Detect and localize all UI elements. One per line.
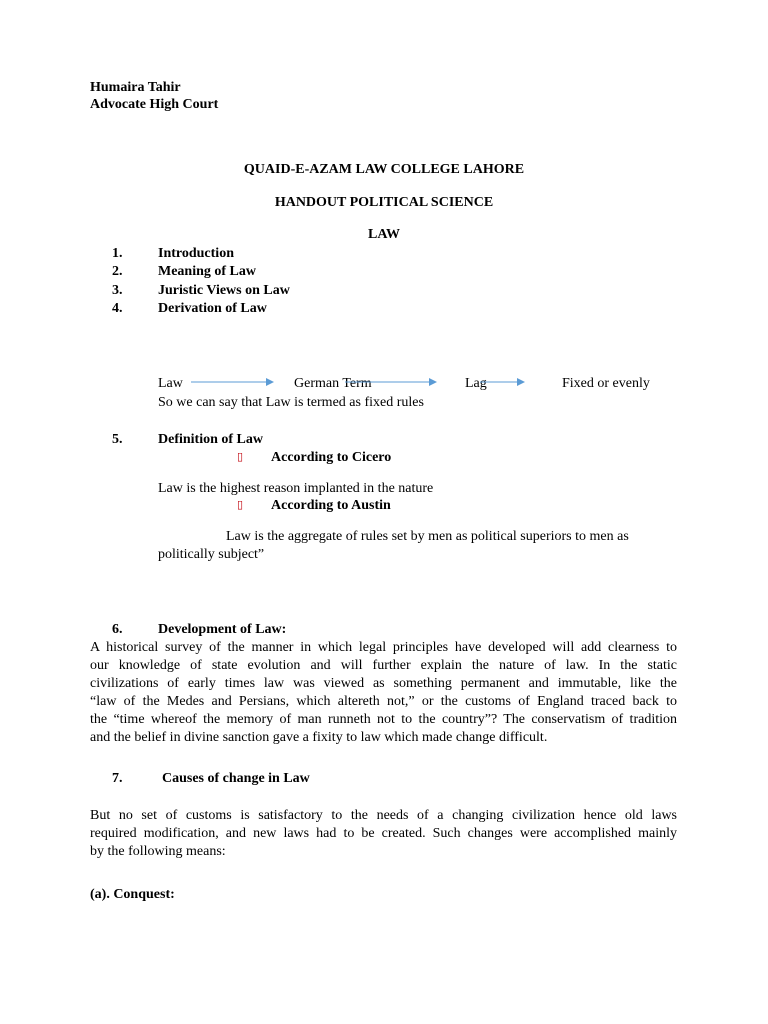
derivation-word-lag: Lag [465, 376, 487, 391]
bullet-icon: ▯ [237, 498, 244, 511]
outline-item: Juristic Views on Law [158, 283, 290, 298]
outline-item: Derivation of Law [158, 301, 267, 316]
development-heading: Development of Law: [158, 622, 287, 637]
outline-num: 4. [112, 301, 123, 316]
conquest-heading: (a). Conquest: [90, 887, 175, 902]
section-num: 7. [112, 771, 123, 786]
paragraph-line: required modification, and new laws had to be created. Such changes were accomplished mainly [90, 826, 677, 841]
topic-heading: LAW [368, 227, 400, 242]
paragraph-line: and the belief in divine sanction gave a fixity to law which made change difficult. [90, 730, 548, 745]
definition-heading: Definition of Law [158, 432, 263, 447]
derivation-summary: So we can say that Law is termed as fixed rules [158, 395, 424, 410]
arrow-icon [480, 378, 525, 386]
college-heading: QUAID-E-AZAM LAW COLLEGE LAHORE [243, 162, 525, 177]
section-num: 6. [112, 622, 123, 637]
handout-heading: HANDOUT POLITICAL SCIENCE [274, 195, 494, 210]
outline-num: 3. [112, 283, 123, 298]
derivation-word-law: Law [158, 376, 183, 391]
paragraph-line: by the following means: [90, 844, 226, 859]
section-num: 5. [112, 432, 123, 447]
paragraph-line: But no set of customs is satisfactory to the needs of a changing civilization hence old laws [90, 808, 677, 823]
paragraph-line: “law of the Medes and Persians, which altereth not,” or the customs of England traced back to [90, 694, 677, 709]
derivation-word-fixed: Fixed or evenly [562, 376, 650, 391]
outline-item: Introduction [158, 246, 234, 261]
arrow-icon [345, 378, 437, 386]
bullet-icon: ▯ [237, 450, 244, 463]
austin-text-line: Law is the aggregate of rules set by men as political superiors to men as [226, 529, 629, 544]
author-title: Advocate High Court [90, 97, 219, 112]
derivation-arrows [0, 0, 768, 400]
causes-heading: Causes of change in Law [162, 771, 310, 786]
cicero-label: According to Cicero [271, 450, 392, 465]
paragraph-line: civilizations of early times law was viewed as something permanent and immutable, like the [90, 676, 677, 691]
paragraph-line: A historical survey of the manner in which legal principles have developed will add clearness to [90, 640, 677, 655]
paragraph-line: the “time whereof the memory of man runneth not to the country”? The conservatism of tradition [90, 712, 677, 727]
austin-label: According to Austin [271, 498, 391, 513]
outline-num: 1. [112, 246, 123, 261]
development-paragraph [90, 639, 677, 747]
paragraph-line: our knowledge of state evolution and will further explain the nature of law. In the static [90, 658, 677, 673]
outline-num: 2. [112, 264, 123, 279]
causes-paragraph [90, 807, 677, 861]
author-name: Humaira Tahir [90, 80, 181, 95]
outline-item: Meaning of Law [158, 264, 256, 279]
austin-text-line: politically subject” [158, 547, 265, 562]
derivation-word-german: German Term [294, 376, 372, 391]
cicero-text: Law is the highest reason implanted in the nature [158, 481, 434, 496]
arrow-icon [191, 378, 274, 386]
